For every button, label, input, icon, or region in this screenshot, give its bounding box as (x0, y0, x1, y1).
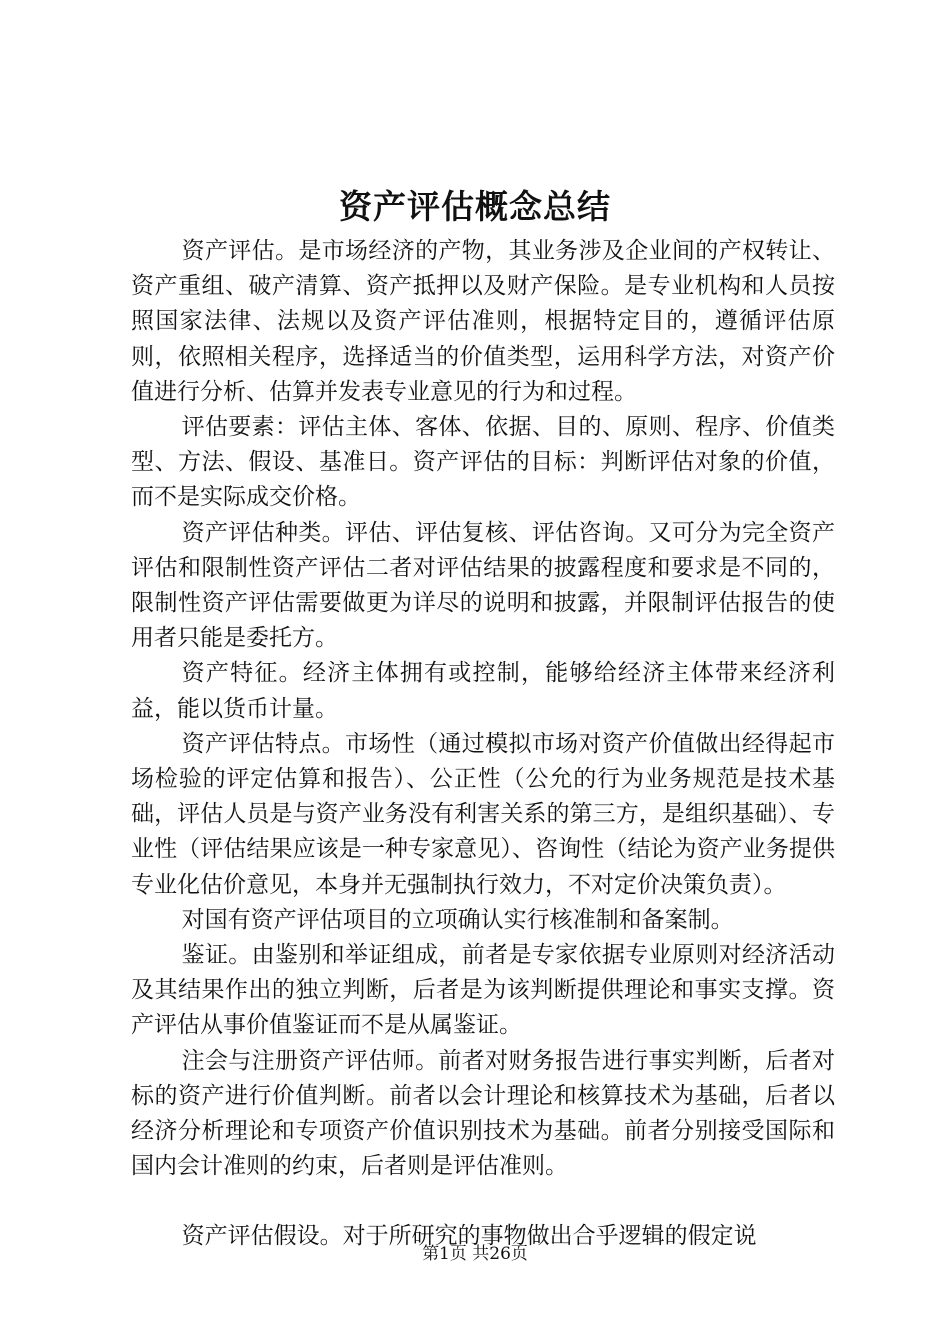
paragraph-evaluation-assumptions: 资产评估假设。对于所研究的事物做出合乎逻辑的假定说 (181, 1223, 757, 1250)
paragraph-evaluation-features: 资产评估特点。市场性（通过模拟市场对资产价值做出经得起市场检验的评定估算和报告）、公正性（公允的行为业务规范是技术基础，评估人员是与资产业务没有利害关系的第三方，是组织基础）、专业性（评估结果应该是一种专家意见）、咨询性（结论为资产业务提供专业化估价意见，本身并无强制执行效力，不对定价决策负责）。 (131, 730, 835, 898)
paragraph-asset-characteristics: 资产特征。经济主体拥有或控制，能够给经济主体带来经济利益，能以货币计量。 (131, 660, 835, 722)
paragraph-cpa-vs-appraiser: 注会与注册资产评估师。前者对财务报告进行事实判断，后者对标的资产进行价值判断。前者以会计理论和核算技术为基础，后者以经济分析理论和专项资产价值识别技术为基础。前者分别接受国际和国内会计准则的约束，后者则是评估准则。 (131, 1047, 835, 1180)
paragraph-evaluation-types: 资产评估种类。评估、评估复核、评估咨询。又可分为完全资产评估和限制性资产评估二者对评估结果的披露程度和要求是不同的，限制性资产评估需要做更为详尽的说明和披露，并限制评估报告的使用者只能是委托方。 (131, 519, 835, 652)
document-title: 资产评估概念总结 (339, 187, 611, 226)
paragraph-asset-evaluation-definition: 资产评估。是市场经济的产物，其业务涉及企业间的产权转让、资产重组、破产清算、资产抵押以及财产保险。是专业机构和人员按照国家法律、法规以及资产评估准则，根据特定目的，遵循评估原则，依照相关程序，选择适当的价值类型，运用科学方法，对资产价值进行分析、估算并发表专业意见的行为和过程。 (131, 238, 835, 405)
paragraph-evaluation-elements: 评估要素：评估主体、客体、依据、目的、原则、程序、价值类型、方法、假设、基准日。资产评估的目标：判断评估对象的价值，而不是实际成交价格。 (131, 414, 835, 511)
paragraph-state-asset-approval: 对国有资产评估项目的立项确认实行核准制和备案制。 (181, 906, 734, 933)
page-number-footer: 第1页 共26页 (422, 1244, 528, 1264)
document-body (131, 234, 835, 1255)
paragraph-attestation: 鉴证。由鉴别和举证组成，前者是专家依据专业原则对经济活动及其结果作出的独立判断，后者是为该判断提供理论和事实支撑。资产评估从事价值鉴证而不是从属鉴证。 (131, 942, 835, 1039)
